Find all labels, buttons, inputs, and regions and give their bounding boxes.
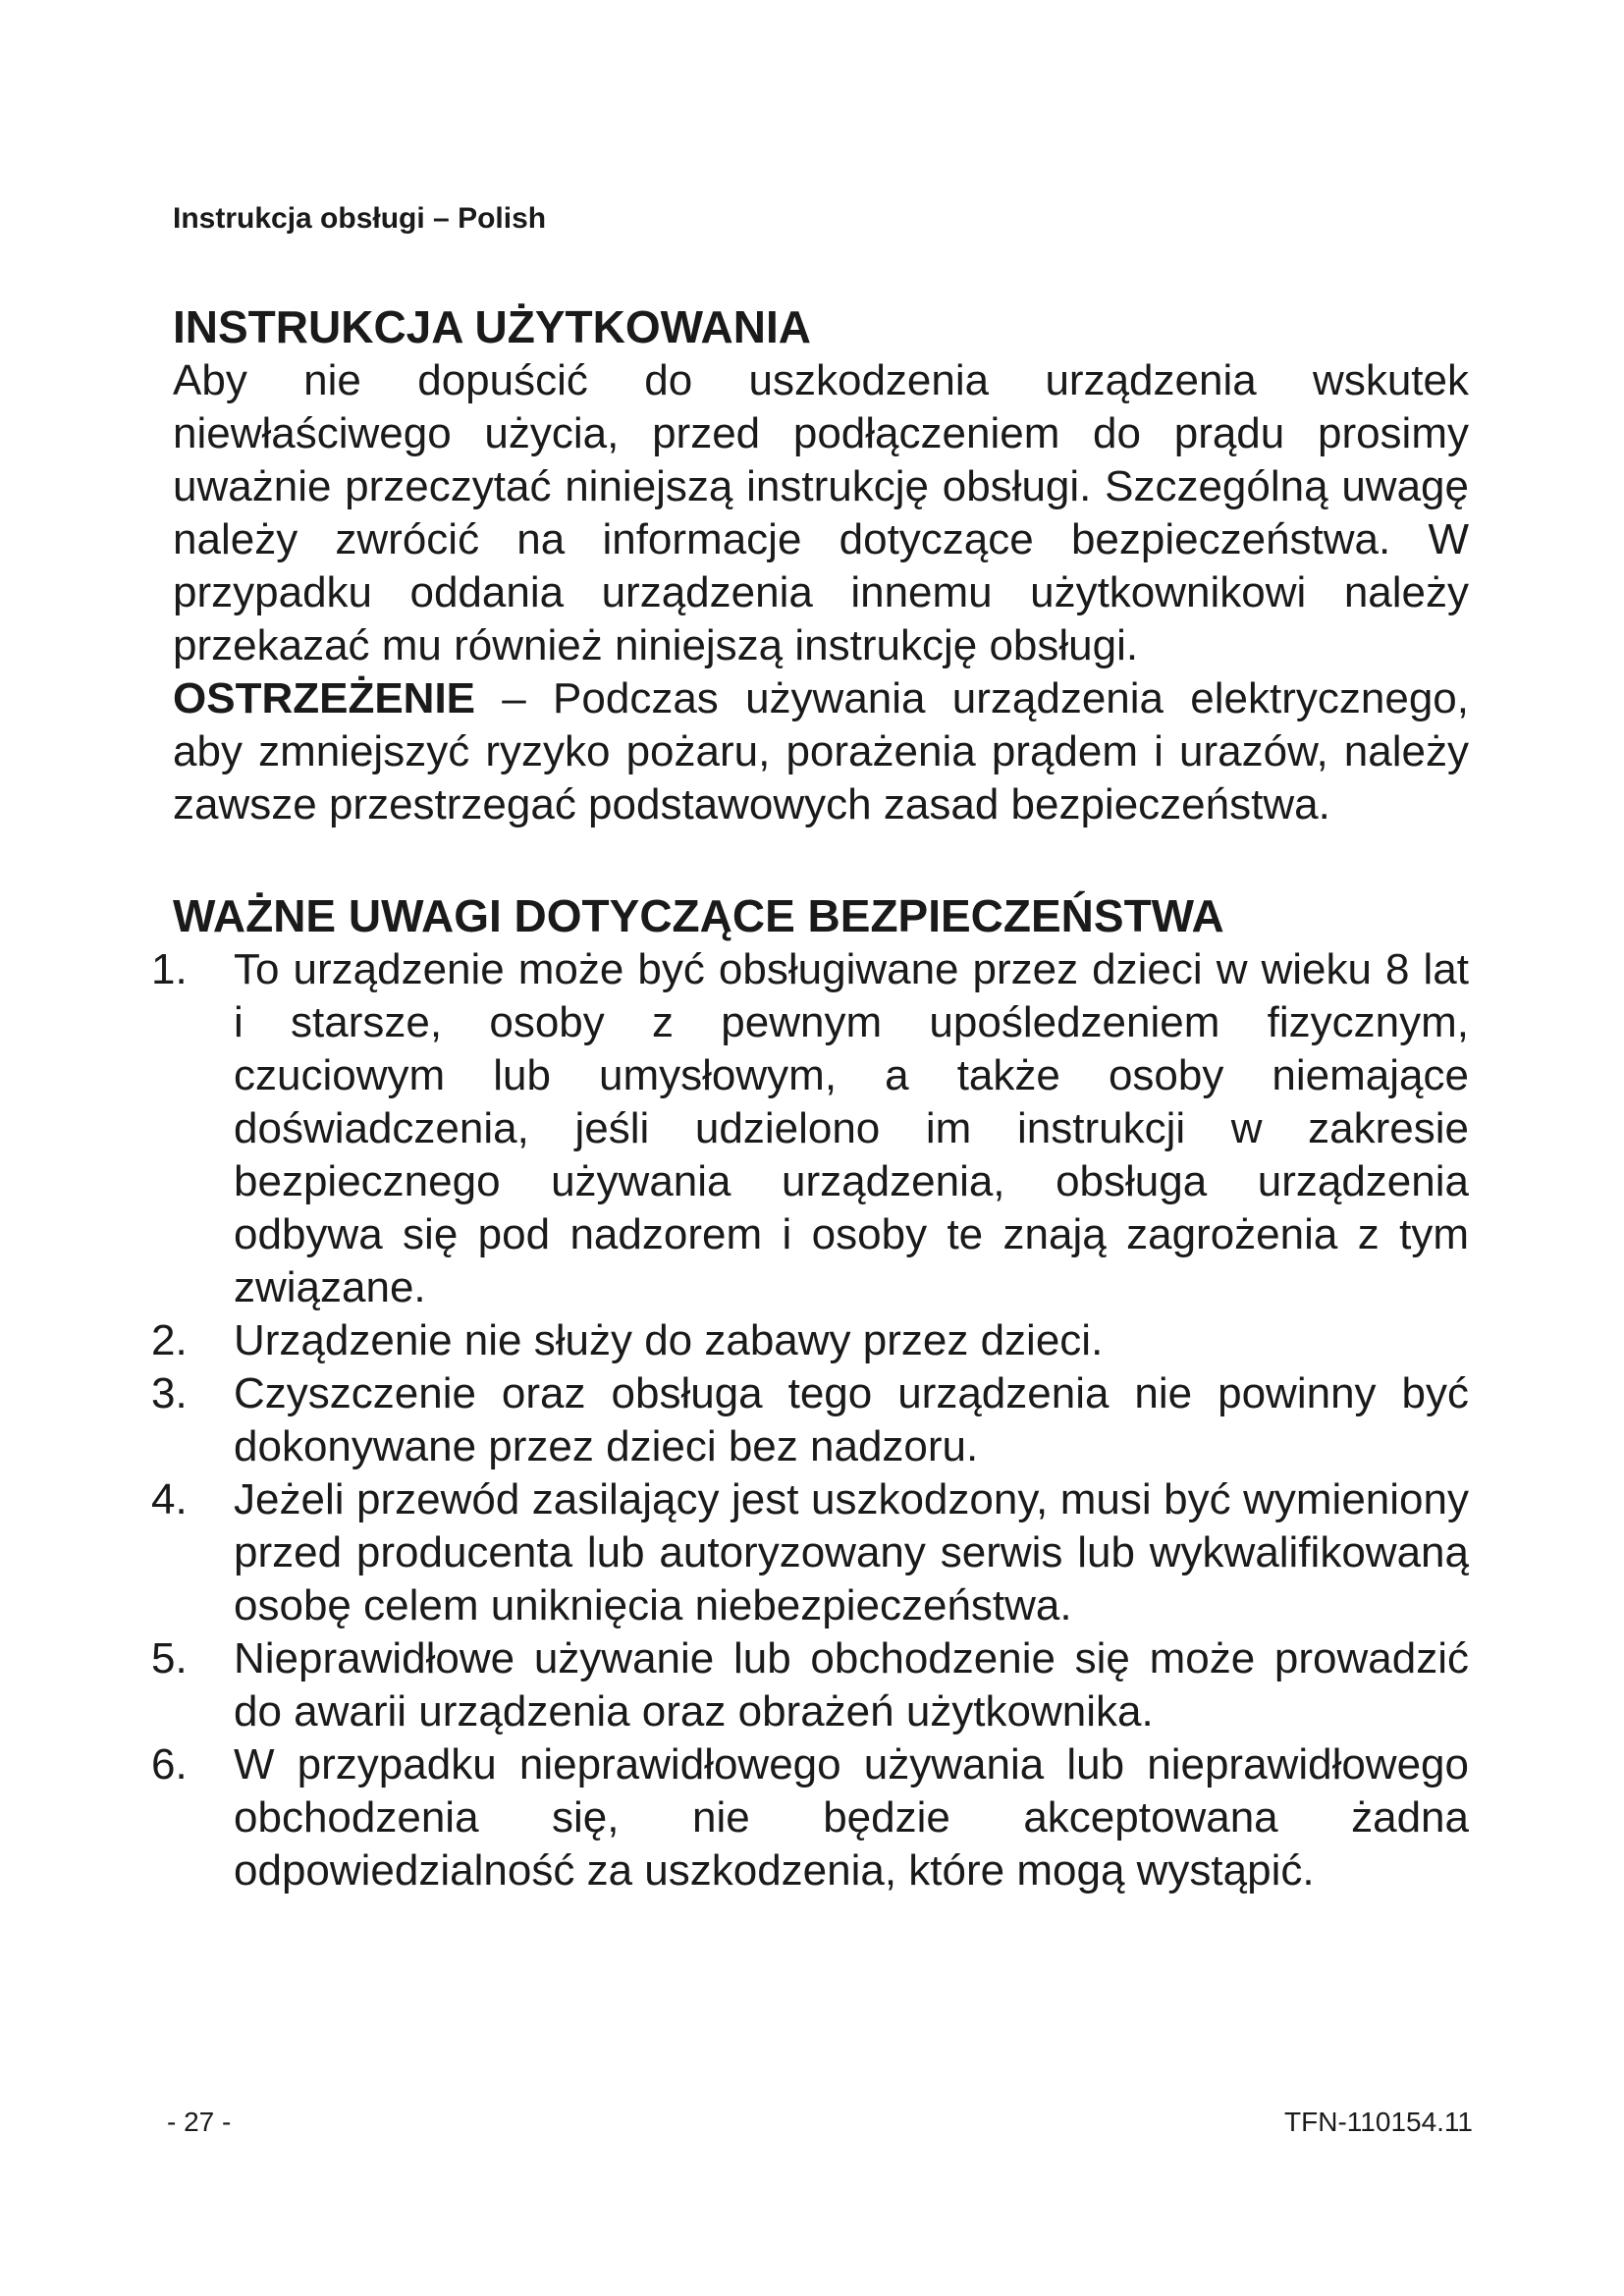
- list-item: [151, 1738, 1469, 1897]
- list-item-number: 4.: [151, 1475, 188, 1523]
- list-item-text: Czyszczenie oraz obsługa tego urządzenia nie powinny być dokonywane przez dzieci bez nadzoru.: [234, 1369, 1469, 1470]
- section-title-usage: INSTRUKCJA UŻYTKOWANIA: [173, 301, 811, 352]
- list-item-number: 5.: [151, 1634, 188, 1682]
- list-item-number: 2.: [151, 1316, 188, 1364]
- list-item: [151, 1473, 1469, 1632]
- warning-label: OSTRZEŻENIE: [173, 674, 476, 722]
- intro-paragraph: Aby nie dopuścić do uszkodzenia urządzenia wskutek niewłaściwego użycia, przed podłączeniem do prądu prosimy uważnie przeczytać niniejszą instrukcję obsługi. Szczególną uwagę należy zwrócić na informacje dotyczące bezpieczeństwa. W przypadku oddania urządzenia innemu użytkownikowi należy przekazać mu również niniejszą instrukcję obsługi.: [173, 356, 1469, 669]
- list-item: [151, 1314, 1469, 1367]
- list-item-number: 6.: [151, 1740, 188, 1789]
- page-number: - 27 -: [167, 2107, 232, 2137]
- list-item-text: Nieprawidłowe używanie lub obchodzenie się może prowadzić do awarii urządzenia oraz obrażeń użytkownika.: [234, 1634, 1469, 1735]
- safety-list: [151, 943, 1469, 1897]
- warning-paragraph: [173, 672, 1469, 831]
- section-spacer: [173, 831, 1469, 888]
- list-item-number: 3.: [151, 1369, 188, 1417]
- manual-content: [151, 299, 1469, 1897]
- page-header: Instrukcja obsługi – Polish: [173, 202, 547, 235]
- list-item-text: Jeżeli przewód zasilający jest uszkodzony, musi być wymieniony przed producenta lub autoryzowany serwis lub wykwalifikowaną osobę celem uniknięcia niebezpieczeństwa.: [234, 1475, 1469, 1629]
- list-item-number: 1.: [151, 945, 188, 993]
- list-item: [151, 943, 1469, 1314]
- list-item: [151, 1632, 1469, 1738]
- list-item-text: W przypadku nieprawidłowego używania lub nieprawidłowego obchodzenia się, nie będzie akceptowana żadna odpowiedzialność za uszkodzenia, które mogą wystąpić.: [234, 1740, 1469, 1895]
- list-item-text: Urządzenie nie służy do zabawy przez dzieci.: [234, 1316, 1104, 1364]
- section-title-safety: WAŻNE UWAGI DOTYCZĄCE BEZPIECZEŃSTWA: [173, 890, 1224, 941]
- list-item: [151, 1367, 1469, 1473]
- list-item-text: To urządzenie może być obsługiwane przez dzieci w wieku 8 lat i starsze, osoby z pewnym upośledzeniem fizycznym, czuciowym lub umysłowym, a także osoby niemające doświadczenia, jeśli udzielono im instrukcji w zakresie bezpiecznego używania urządzenia, obsługa urządzenia odbywa się pod nadzorem i osoby te znają zagrożenia z tym związane.: [234, 945, 1469, 1311]
- warning-text: – Podczas używania urządzenia elektrycznego, aby zmniejszyć ryzyko pożaru, porażenia prądem i urazów, należy zawsze przestrzegać podstawowych zasad bezpieczeństwa.: [173, 674, 1469, 828]
- document-code: TFN-110154.11: [1284, 2107, 1473, 2137]
